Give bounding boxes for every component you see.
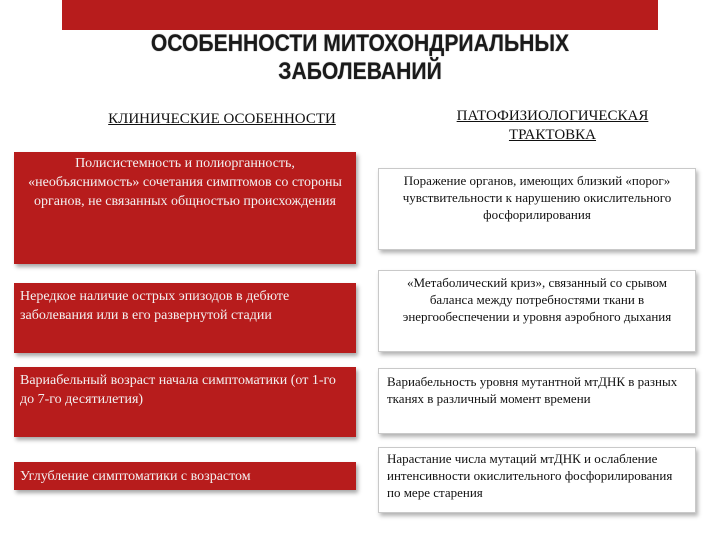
- pathophysiology-item-3: Вариабельность уровня мутантной мтДНК в разных тканях в различный момент времени: [378, 368, 696, 434]
- pathophysiology-item-4: Нарастание числа мутаций мтДНК и ослабление интенсивности окислительного фосфорилирования по мере старения: [378, 447, 696, 513]
- clinical-item-4: Углубление симптоматики с возрастом: [14, 462, 356, 490]
- top-accent-bar: [62, 0, 658, 30]
- clinical-item-2: Нередкое наличие острых эпизодов в дебюте заболевания или в его развернутой стадии: [14, 283, 356, 353]
- page-title: [96, 30, 624, 90]
- pathophysiology-header-line-1: ПАТОФИЗИОЛОГИЧЕСКАЯ: [456, 108, 649, 124]
- title-line-2: ЗАБОЛЕВАНИЙ: [278, 58, 442, 85]
- pathophysiology-item-1: Поражение органов, имеющих близкий «порог» чувствительности к нарушению окислительного фосфорилирования: [378, 168, 696, 250]
- title-line-1: ОСОБЕННОСТИ МИТОХОНДРИАЛЬНЫХ: [150, 30, 570, 57]
- pathophysiology-header-line-2: ТРАКТОВКА: [508, 127, 597, 143]
- clinical-item-1: Полисистемность и полиорганность, «необъяснимость» сочетания симптомов со стороны органов, не связанных общностью происхождения: [14, 152, 356, 264]
- pathophysiology-item-2: «Метаболический криз», связанный со срывом баланса между потребностями ткани в энергообеспечении и уровня аэробного дыхания: [378, 270, 696, 352]
- clinical-item-3: Вариабельный возраст начала симптоматики (от 1-го до 7-го десятилетия): [14, 367, 356, 437]
- clinical-column-header: КЛИНИЧЕСКИЕ ОСОБЕННОСТИ: [108, 111, 336, 127]
- pathophysiology-column-header: [400, 107, 705, 145]
